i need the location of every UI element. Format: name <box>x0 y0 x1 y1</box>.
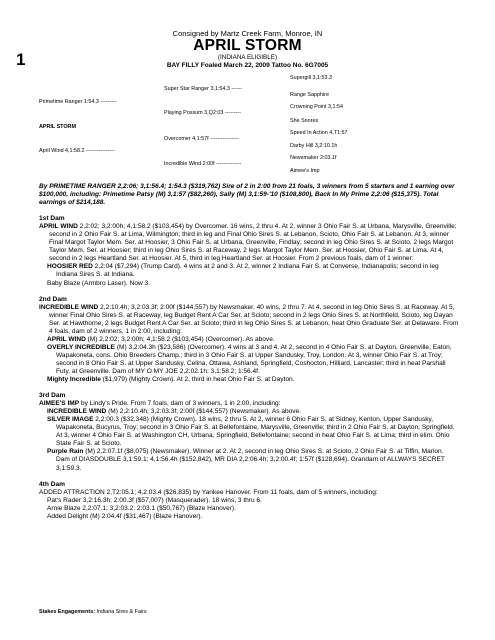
produce-entry: Purple Rain (M) 2,2:07.1f ($8,075) (Newsmaker). Winner at 2. At 2, second in leg Ohio Sires S. at Scioto, 2 Ohio Fair S. at Tiffin, Marion. Dam of DIASDOUBLE 3,1:59.1; 4,1:56.4h ($152,842), MR DIA 2,2:06.4h; 3,2:00.4f; 1:57f ($128,694). Grandam of ALLWAYS SECRET 3,1:59.3. <box>47 448 445 472</box>
ped-subject: APRIL STORM <box>39 124 76 130</box>
ped-sire-sire: Super Star Ranger 3,1:54.3 ------ <box>164 86 243 92</box>
ped-sire-sire-dam: Range Sapphire <box>290 92 329 98</box>
produce-entry: Added Delight (M) 2:04.4f ($31,467) (Blaze Hanover). <box>47 512 203 520</box>
fourth-dam-heading: 4th Dam <box>39 480 66 488</box>
pedigree-chart <box>0 0 495 180</box>
produce-entry: HOOSIER RED 2,2:04 ($7,294) (Trump Card). 4 wins at 2 and 3. At 2, winner 2 Indiana Fair S. at Converse, Indianapolis; second in leg Indiana Sires S. at Indiana. <box>47 263 439 279</box>
ped-dam-dam: Incredible Wind 2:00f -------------- <box>164 161 242 167</box>
produce-entry: Arnie Blaze 2,2:07.1; 3,2:03.2; 2:03.1 ($50,767) (Blaze Hanover). <box>47 504 236 512</box>
foaled-line: BAY FILLY Foaled March 22, 2009 Tattoo No. 6G7005 <box>166 62 329 69</box>
ped-dam-dam-sire: Newsmaker 2:03.1f <box>290 155 337 161</box>
ped-sire-sire-sire: Supergill 3,1:53.3 <box>290 75 332 81</box>
produce-entry: Pat's Rader 3,2:16.3h; 2:00.3f ($57,007) (Masquerader). 18 wins, 3 thru 6. <box>47 496 262 504</box>
stakes-engagements: Stakes Engagements: Indiana Sires & Fairs <box>39 609 147 615</box>
ped-dam-dam-dam: Aimee's Imp <box>290 168 320 174</box>
ped-sire: Primetime Ranger 1:54.3 --------- <box>39 99 117 105</box>
third-dam-paragraph: AIMEE'S IMP by Lindy's Pride. From 7 foals, dam of 3 winners, 1 in 2:00, including: <box>39 400 281 408</box>
eligibility: (INDIANA ELIGIBLE) <box>217 54 278 61</box>
second-dam-heading: 2nd Dam <box>39 295 67 303</box>
consignor-line: Consigned by Martz Creek Farm, Monroe, IN <box>172 29 323 38</box>
first-dam-paragraph: APRIL WIND 2,2:02; 3,2:00h; 4,1:58.2 ($103,454) by Overcomer. 16 wins, 2 thru 4. At 2, winner 3 Ohio Fair S. at Urbana, Marysville, Greenville; second in 2 Ohio Fair S. at Lima, Wilmington; third in leg and Final Ohio Sires S. at Lebanon, Scioto, Ohio Fair S. at Lebanon. At 3, winner Final Margot Taylor Mem. Ser. at Hoosier, 3 Ohio Fair S. at Urbana, Greenville, Findlay; second in leg Ohio Sires S. at Scioto, 2 legs Margot Taylor Mem. Ser. at Hoosier; third in leg Ohio Sires S. at Raceway, 2 legs Margot Taylor Mem. Ser. at Hoosier, Ohio Fair S. at Lima. At 4, second in 2 legs Heartland Ser. at Hoosier. At 5, third in leg Heartland Ser. at Hoosier. From 2 previous foals, dam of 1 winner: <box>39 223 457 263</box>
sire-summary: By PRIMETIME RANGER 2,2:06; 3,1:56.4; 1:54.3 ($319,762) Sire of 2 in 2:00 from 21 foals, 3 winners from 5 starters and 1 earning over $100,000, including: Primetime Patsy (M) 3,1:57 ($82,260), Sally (M) 3,1:59-'10 ($108,800), Back In My Prime 2,2:06 ($15,375). Total earnings of $214,188. <box>39 183 455 207</box>
produce-entry: APRIL WIND (M) 2,2:02; 3,2:00h; 4,1:58.2 ($103,454) (Overcomer). As above. <box>47 335 275 343</box>
ped-dam: April Wind 4,1:58.2 ---------------- <box>39 148 115 154</box>
ped-dam-sire-dam: Darby Hill 3,2:10.1h <box>290 143 338 149</box>
produce-entry: Mighty Incredible ($1,979) (Mighty Crown). At 2, third in heat Ohio Fair S. at Dayton. <box>47 376 295 384</box>
ped-dam-sire: Overcomer 4,1:57f ---------------- <box>164 136 239 142</box>
ped-sire-dam: Playing Possum 3,Q2:03 --------- <box>164 110 241 116</box>
second-dam-paragraph: INCREDIBLE WIND 2,2:10.4h; 3,2:03.3f; 2:00f ($144,557) by Newsmaker. 40 wins, 2 thru 7. At 4, second in leg Ohio Sires S. at Raceway. At 5, winner Final Ohio Sires S. at Raceway, leg Budget Rent A Car Ser. at Scioto; second in 2 legs Ohio Sires S. at Northfield, Scioto, leg Dayan Ser. at Hawthorne, 2 legs Budget Rent A Car Ser. at Scioto; third in leg Ohio Sires S. at Lebanon, heat Ohio Graduate Ser. at Delaware. From 4 foals, dam of 2 winners, 1 in 2:00, including: <box>39 303 459 335</box>
ped-sire-dam-sire: Crowning Point 3,1:54 <box>290 104 344 110</box>
horse-name: APRIL STORM <box>193 37 302 54</box>
fourth-dam-paragraph: ADDED ATTRACTION 2,T2:05.1; 4,2:03.4 ($26,835) by Yankee Hanover. From 11 foals, dam of 5 winners, including: <box>39 488 378 496</box>
produce-entry: SILVER IMAGE 2,2:00.3 ($32,348) (Mighty Crown). 18 wins, 2 thru 5. At 2, winner 6 Ohio Fair S. at Sidney, Kenton, Upper Sandusky, Wapakoneta, Bucyrus, Troy; second in 3 Ohio Fair S. at Bellefontaine, Marysville, Greenville; third in 2 Ohio Fair S. at Dayton, Springfield. At 3, winner 4 Ohio Fair S. at Washington CH, Urbana, Springfield, Bellefontaine; second in heat Ohio Fair S. at Lima; third in elim. Ohio State Fair S. at Scioto. <box>47 416 455 448</box>
third-dam-heading: 3rd Dam <box>39 392 66 400</box>
ped-sire-dam-dam: She Snores <box>290 118 319 124</box>
first-dam-heading: 1st Dam <box>39 215 65 223</box>
produce-entry: OVERLY INCREDIBLE (M) 3,2:04.3h ($23,586) (Overcomer). 4 wins at 3 and 4. At 2, second in 4 Ohio Fair S. at Dayton, Greenville, Eaton, Wapakoneta, cons. Ohio Breeders Champ.; third in 3 Ohio Fair S. at Upper Sandusky, Troy, London. At 3, winner Ohio Fair S. at Troy; second in 8 Ohio Fair S. at Upper Sandusky, Celina, Ottawa, Ashland, Springfield, Coshocton, Hilliard, Lancaster; third in heat Parshall Futy. at Greenville. Dam of MY O MY JOE 2,2:02.1h; 3,1:58.2; 1:56.4f. <box>47 343 452 375</box>
ped-dam-sire-sire: Speed In Action 4,T1:57 <box>290 130 348 136</box>
hip-number: 1 <box>16 50 26 69</box>
catalog-body <box>39 183 459 521</box>
produce-entry: INCREDIBLE WIND (M) 2,2:10.4h; 3,2:03.3f; 2:00f ($144,557) (Newsmaker). As above. <box>47 408 301 416</box>
produce-entry: Baby Blaze (Armbro Laser). Now 3. <box>47 279 150 287</box>
